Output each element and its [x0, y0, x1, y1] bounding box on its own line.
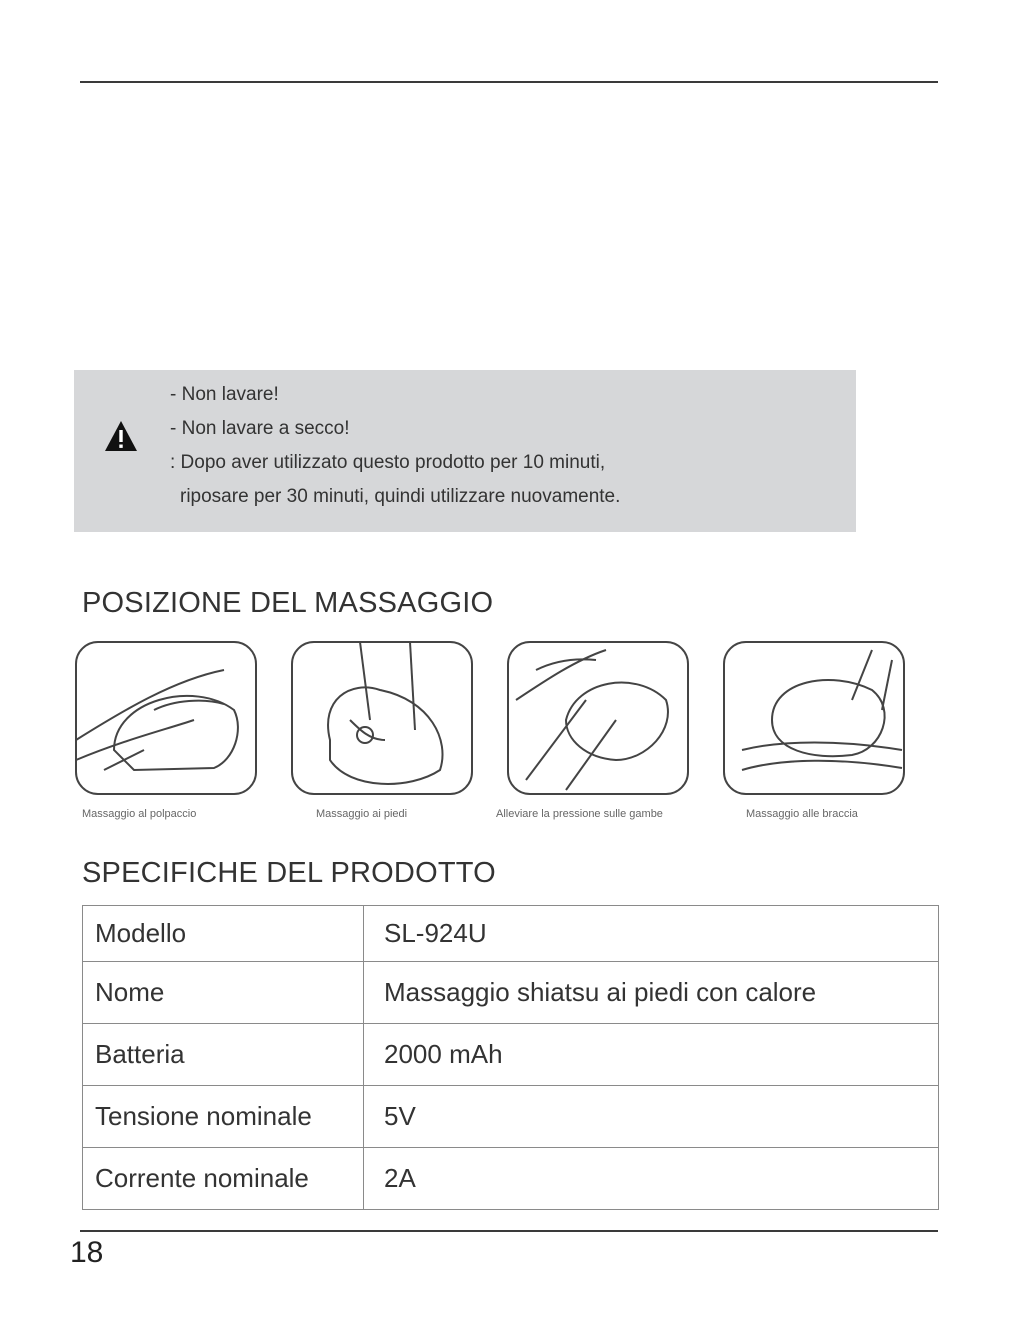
- table-row: [83, 962, 939, 1024]
- positions-title: POSIZIONE DEL MASSAGGIO: [82, 587, 494, 619]
- warning-line: - Non lavare a secco!: [170, 418, 350, 439]
- arm-massage-illustration: [722, 640, 906, 800]
- position-caption: Massaggio al polpaccio: [82, 808, 197, 820]
- page-number: 18: [70, 1236, 104, 1269]
- spec-value: SL-924U: [364, 906, 939, 962]
- spec-key: Tensione nominale: [83, 1086, 364, 1148]
- specs-title: SPECIFICHE DEL PRODOTTO: [82, 857, 496, 889]
- warning-line: - Non lavare!: [170, 384, 279, 405]
- position-caption: Massaggio alle braccia: [746, 808, 858, 820]
- spec-value: Massaggio shiatsu ai piedi con calore: [364, 962, 939, 1024]
- table-row: [83, 1024, 939, 1086]
- spec-value: 2000 mAh: [364, 1024, 939, 1086]
- spec-key: Nome: [83, 962, 364, 1024]
- warning-line: : Dopo aver utilizzato questo prodotto per 10 minuti,: [170, 452, 606, 473]
- specs-table: [82, 905, 939, 1210]
- spec-key: Modello: [83, 906, 364, 962]
- position-caption: Alleviare la pressione sulle gambe: [496, 808, 663, 820]
- spec-key: Corrente nominale: [83, 1148, 364, 1210]
- warning-box: [74, 370, 856, 532]
- spec-value: 2A: [364, 1148, 939, 1210]
- spec-key: Batteria: [83, 1024, 364, 1086]
- warning-list: [170, 378, 620, 514]
- leg-pressure-illustration: [506, 640, 690, 800]
- bottom-rule: [80, 1230, 938, 1232]
- warning-line: riposare per 30 minuti, quindi utilizzare nuovamente.: [180, 486, 621, 507]
- position-caption: Massaggio ai piedi: [316, 808, 408, 820]
- top-rule: [80, 81, 938, 83]
- table-row: [83, 1148, 939, 1210]
- foot-massage-illustration: [290, 640, 474, 800]
- massage-positions: [72, 640, 922, 830]
- spec-value: 5V: [364, 1086, 939, 1148]
- table-row: [83, 1086, 939, 1148]
- calf-massage-illustration: [74, 640, 258, 800]
- table-row: [83, 906, 939, 962]
- warning-triangle-icon: [104, 420, 138, 452]
